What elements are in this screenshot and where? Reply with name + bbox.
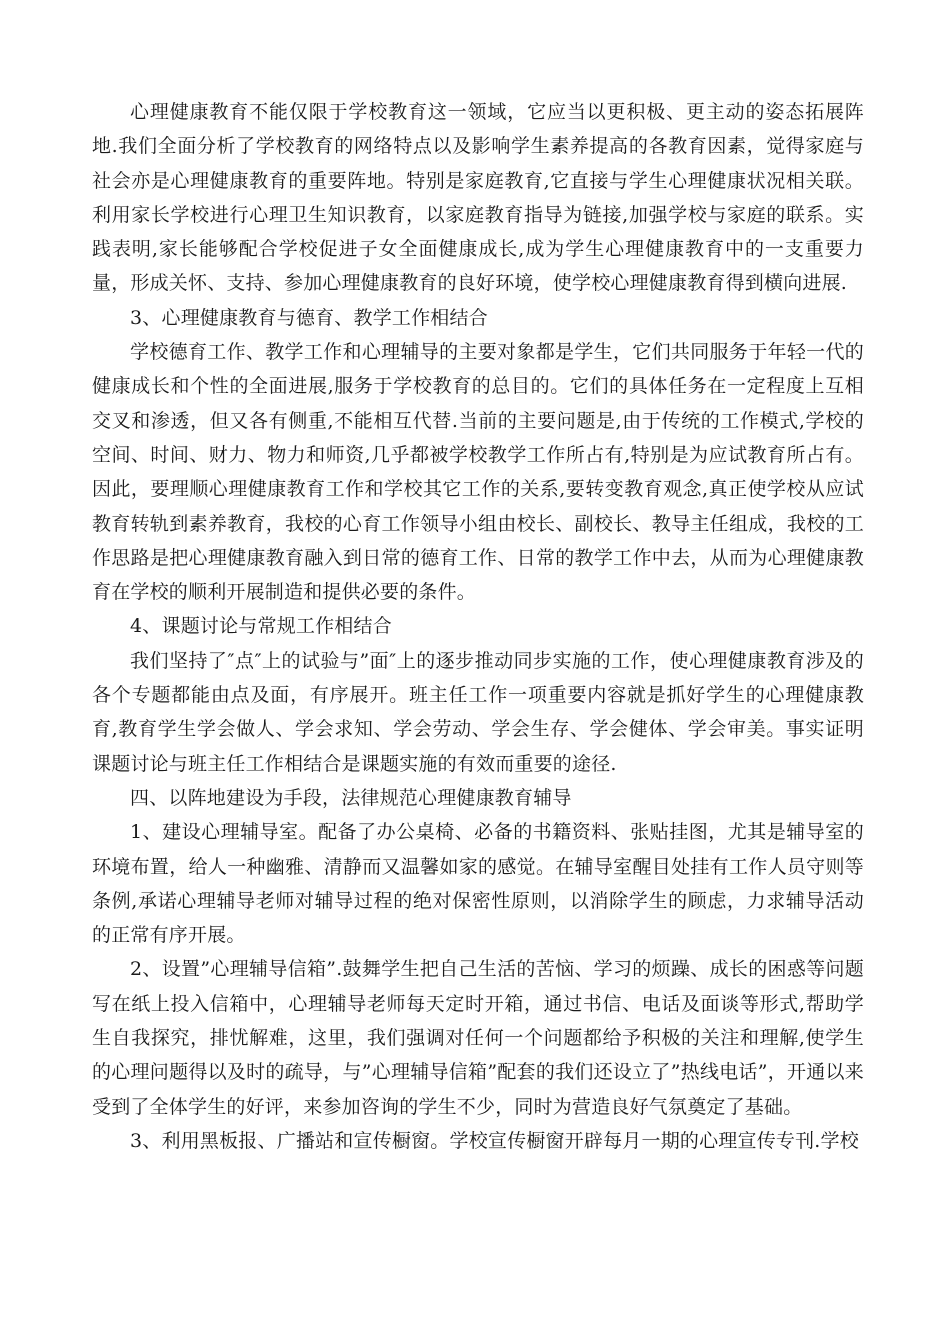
paragraph-moral-teaching-integration: 学校德育工作、教学工作和心理辅导的主要对象都是学生，它们共同服务于年轻一代的健康成长和个性的全面进展,服务于学校教育的总目的。它们的具体任务在一定程度上互相交叉和渗透，但又各有侧重,不能相互代替.当前的主要问题是,由于传统的工作模式,学校的空间、时间、财力、物力和师资,几乎都被学校教学工作所占有,特别是为应试教育所占有。因此，要理顺心理健康教育工作和学校其它工作的关系,要转变教育观念,真正使学校从应试教育转轨到素养教育，我校的心育工作领导小组由校长、副校长、教导主任组成，我校的工作思路是把心理健康教育融入到日常的德育工作、日常的教学工作中去，从而为心理健康教育在学校的顺利开展制造和提供必要的条件。 [92,341,864,604]
heading-moral-teaching-integration: 3、心理健康教育与德育、教学工作相结合 [130,306,488,329]
paragraph-research-routine-integration: 我们坚持了″点″上的试验与”面″上的逐步推动同步实施的工作，使心理健康教育涉及的各个专题都能由点及面，有序展开。班主任工作一项重要内容就是抓好学生的心理健康教育,教育学生学会做人、学会求知、学会劳动、学会生存、学会健体、学会审美。事实证明课题讨论与班主任工作相结合是课题实施的有效而重要的途径. [92,649,864,775]
paragraph-counseling-mailbox: 2、设置”心理辅导信箱”.鼓舞学生把自己生活的苦恼、学习的烦躁、成长的困惑等问题写在纸上投入信箱中，心理辅导老师每天定时开箱，通过书信、电话及面谈等形式,帮助学生自我探究，排忧解难，这里，我们强调对任何一个问题都给予积极的关注和理解,使学生的心理问题得以及时的疏导，与”心理辅导信箱”配套的我们还设立了”热线电话”，开通以来受到了全体学生的好评，来参加咨询的学生不少，同时为营造良好气氛奠定了基础。 [92,958,864,1118]
section-heading-four: 四、以阵地建设为手段，法律规范心理健康教育辅导 [130,786,572,809]
paragraph-family-education: 心理健康教育不能仅限于学校教育这一领域，它应当以更积极、更主动的姿态拓展阵地.我们全面分析了学校教育的网络特点以及影响学生素养提高的各教育因素，觉得家庭与社会亦是心理健康教育的重要阵地。特别是家庭教育,它直接与学生心理健康状况相关联。利用家长学校进行心理卫生知识教育，以家庭教育指导为链接,加强学校与家庭的联系。实践表明,家长能够配合学校促进子女全面健康成长,成为学生心理健康教育中的一支重要力量，形成关怀、支持、参加心理健康教育的良好环境，使学校心理健康教育得到横向进展. [92,101,864,295]
paragraph-blackboard-broadcast: 3、利用黑板报、广播站和宣传橱窗。学校宣传橱窗开辟每月一期的心理宣传专刊.学校 [130,1129,859,1152]
paragraph-counseling-room: 1、建设心理辅导室。配备了办公桌椅、必备的书籍资料、张贴挂图，尤其是辅导室的环境布置，给人一种幽雅、清静而又温馨如家的感觉。在辅导室醒目处挂有工作人员守则等条例,承诺心理辅导老师对辅导过程的绝对保密性原则，以消除学生的顾虑，力求辅导活动的正常有序开展。 [92,821,864,947]
heading-research-routine-integration: 4、课题讨论与常规工作相结合 [130,615,392,638]
document-body [92,95,864,1158]
